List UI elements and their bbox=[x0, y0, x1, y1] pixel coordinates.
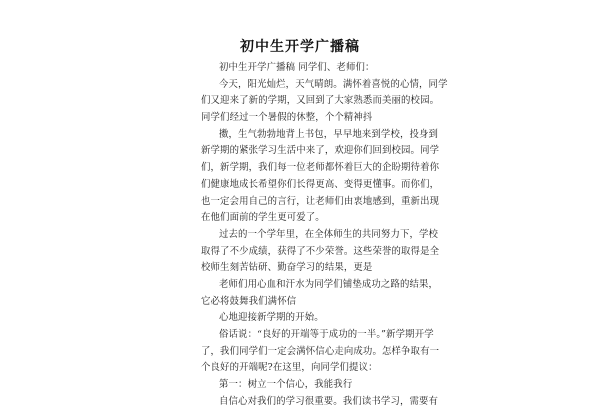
text-line: 同学们经过一个暑假的休整，个个精神抖 bbox=[201, 112, 373, 124]
text-line: 个良好的开端呢?在这里，向同学们提议： bbox=[201, 362, 378, 374]
text-line: 老师们用心血和汗水为同学们铺垫成功之路的结果， bbox=[219, 278, 439, 290]
text-line: 它必将鼓舞我们满怀信 bbox=[201, 295, 297, 307]
text-line: 也一定会用自己的言行，让老师们由衷地感到，重新出现 bbox=[201, 195, 440, 207]
text-line: 校师生刻苦钻研、勤奋学习的结果，更是 bbox=[201, 262, 373, 274]
text-line: 心地迎接新学期的开始。 bbox=[219, 312, 324, 324]
text-line: 俗话说：“良好的开端等于成功的一半。”新学期开学 bbox=[219, 329, 434, 340]
text-line: 过去的一个学年里，在全体师生的共同努力下，学校 bbox=[219, 228, 439, 240]
text-line: 自信心对我们的学习很重要。我们读书学习，需要有 bbox=[219, 395, 439, 407]
text-line: 今天，阳光灿烂，天气晴朗。满怀着喜悦的心情，同学 bbox=[219, 78, 448, 90]
text-line: 新学期的紧张学习生活中来了，欢迎你们回到校园。同学 bbox=[201, 145, 440, 157]
document-title: 初中生开学广播稿 bbox=[240, 39, 360, 55]
text-line: 们健康地成长希望你们长得更高、变得更懂事。而你们， bbox=[201, 178, 440, 190]
text-line: 们，新学期，我们每一位老师都怀着巨大的企盼期待着你 bbox=[201, 162, 440, 174]
text-line: 第一：树立一个信心，我能我行 bbox=[219, 379, 353, 391]
document-body bbox=[201, 60, 448, 410]
text-line: 擞，生气勃勃地背上书包，早早地来到学校，投身到 bbox=[219, 128, 439, 140]
text-line: 了，我们同学们一定会满怀信心走向成功。怎样争取有一 bbox=[201, 345, 440, 357]
text-line: 们又迎来了新的学期，又回到了大家熟悉而美丽的校园。 bbox=[201, 95, 440, 107]
text-line: 初中生开学广播稿 同学们、老师们： bbox=[219, 62, 375, 73]
text-line: 在他们面前的学生更可爱了。 bbox=[201, 212, 325, 224]
text-line: 取得了不少成绩，获得了不少荣誉。这些荣誉的取得是全 bbox=[201, 245, 440, 257]
